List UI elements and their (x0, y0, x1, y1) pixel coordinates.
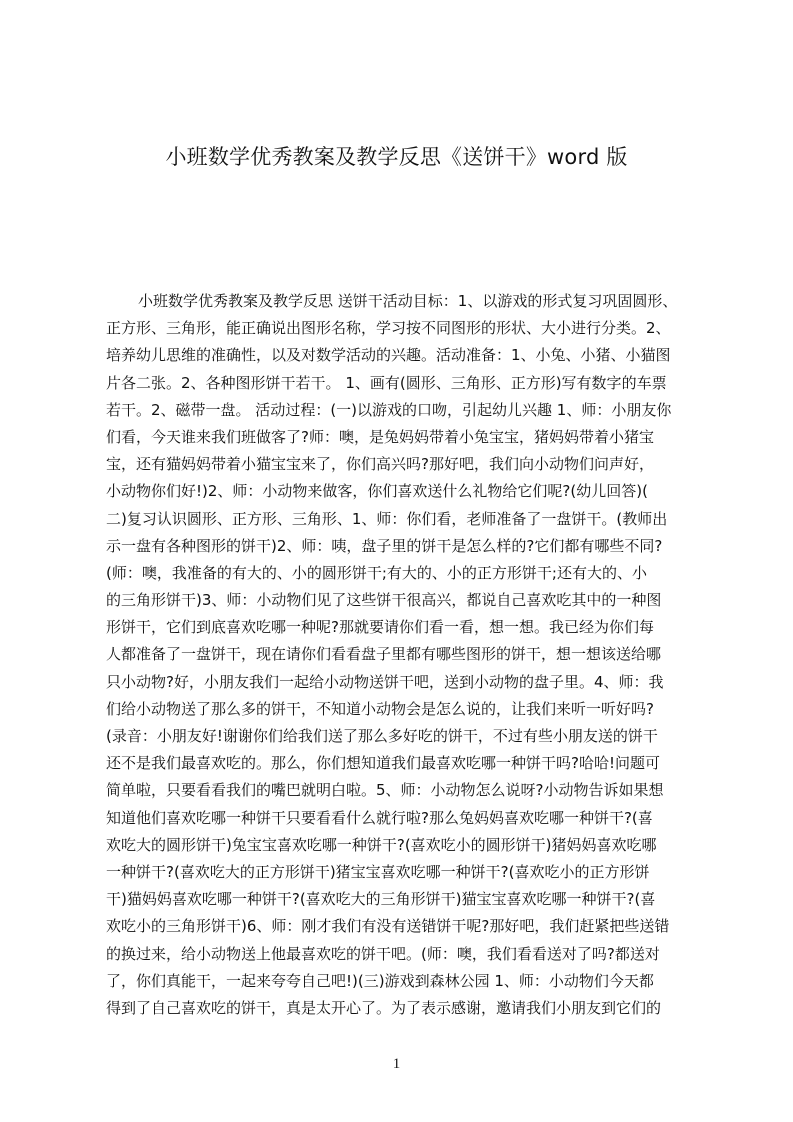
text-line: 的三角形饼干)3、师：小动物们见了这些饼干很高兴，都说自己喜欢吃其中的一种图 (106, 591, 662, 610)
text-line: 二)复习认识圆形、正方形、三角形、1、师：你们看，老师准备了一盘饼干。(教师出 (106, 509, 668, 528)
text-line: 得到了自己喜欢吃的饼干，真是太开心了。为了表示感谢，邀请我们小朋友到它们的 (106, 998, 662, 1017)
page-number: 1 (392, 1056, 401, 1072)
text-line: 只小动物?好，小朋友我们一起给小动物送饼干吧，送到小动物的盘子里。4、师：我 (106, 672, 664, 691)
text-line: 欢吃大的圆形饼干)兔宝宝喜欢吃哪一种饼干?(喜欢吃小的圆形饼干)猪妈妈喜欢吃哪 (106, 835, 657, 854)
text-line: (师：噢，我准备的有大的、小的圆形饼干;有大的、小的正方形饼干;还有大的、小 (106, 563, 647, 582)
text-line: 形饼干，它们到底喜欢吃哪一种呢?那就要请你们看一看，想一想。我已经为你们每 (106, 618, 654, 637)
text-line: 一种饼干?(喜欢吃大的正方形饼干)猪宝宝喜欢吃哪一种饼干?(喜欢吃小的正方形饼 (106, 862, 650, 881)
text-line: 培养幼儿思维的准确性，以及对数学活动的兴趣。活动准备：1、小兔、小猪、小猫图 (106, 346, 671, 365)
text-line: 们看，今天谁来我们班做客了?师：噢，是兔妈妈带着小兔宝宝，猪妈妈带着小猪宝 (106, 427, 654, 446)
text-line: 知道他们喜欢吃哪一种饼干只要看看什么就行啦?那么兔妈妈喜欢吃哪一种饼干?(喜 (106, 808, 653, 827)
body-paragraph (106, 288, 698, 1048)
document-title: 小班数学优秀教案及教学反思《送饼干》word 版 (165, 145, 628, 169)
text-line: 小班数学优秀教案及教学反思 送饼干活动目标：1、以游戏的形式复习巩固圆形、 (138, 292, 678, 310)
text-line: 正方形、三角形，能正确说出图形名称，学习按不同图形的形状、大小进行分类。2、 (106, 319, 671, 338)
text-line: 片各二张。2、各种图形饼干若干。 1、画有(圆形、三角形、正方形)写有数字的车票 (106, 373, 667, 392)
text-line: 们给小动物送了那么多的饼干，不知道小动物会是怎么说的，让我们来听一听好吗? (106, 699, 654, 718)
text-line: 干)猫妈妈喜欢吃哪一种饼干?(喜欢吃大的三角形饼干)猫宝宝喜欢吃哪一种饼干?(喜 (106, 890, 656, 909)
text-line: 简单啦，只要看看我们的嘴巴就明白啦。5、师：小动物怎么说呀?小动物告诉如果想 (106, 781, 664, 800)
text-line: 了，你们真能干，一起来夸夸自己吧!)(三)游戏到森林公园 1、师：小动物们今天都 (106, 971, 654, 990)
text-line: (录音：小朋友好!谢谢你们给我们送了那么多好吃的饼干，不过有些小朋友送的饼干 (106, 727, 658, 745)
text-line: 宝，还有猫妈妈带着小猫宝宝来了，你们高兴吗?那好吧，我们向小动物们问声好， (106, 455, 654, 474)
text-line: 小动物你们好!)2、师：小动物来做客，你们喜欢送什么礼物给它们呢?(幼儿回答)( (106, 482, 648, 501)
text-line: 若干。2、磁带一盘。 活动过程：(一)以游戏的口吻，引起幼儿兴趣 1、师：小朋友你 (106, 400, 672, 419)
text-line: 还不是我们最喜欢吃的。那么，你们想知道我们最喜欢吃哪一种饼干吗?哈哈!问题可 (106, 754, 660, 773)
text-line: 的换过来，给小动物送上他最喜欢吃的饼干吧。(师：噢，我们看看送对了吗?都送对 (106, 944, 660, 963)
text-line: 示一盘有各种图形的饼干)2、师：咦，盘子里的饼干是怎么样的?它们都有哪些不同? (106, 536, 663, 555)
text-line: 欢吃小的三角形饼干)6、师：刚才我们有没有送错饼干呢?那好吧，我们赶紧把些送错 (106, 917, 670, 936)
text-line: 人都准备了一盘饼干，现在请你们看看盘子里都有哪些图形的饼干，想一想该送给哪 (106, 645, 662, 664)
